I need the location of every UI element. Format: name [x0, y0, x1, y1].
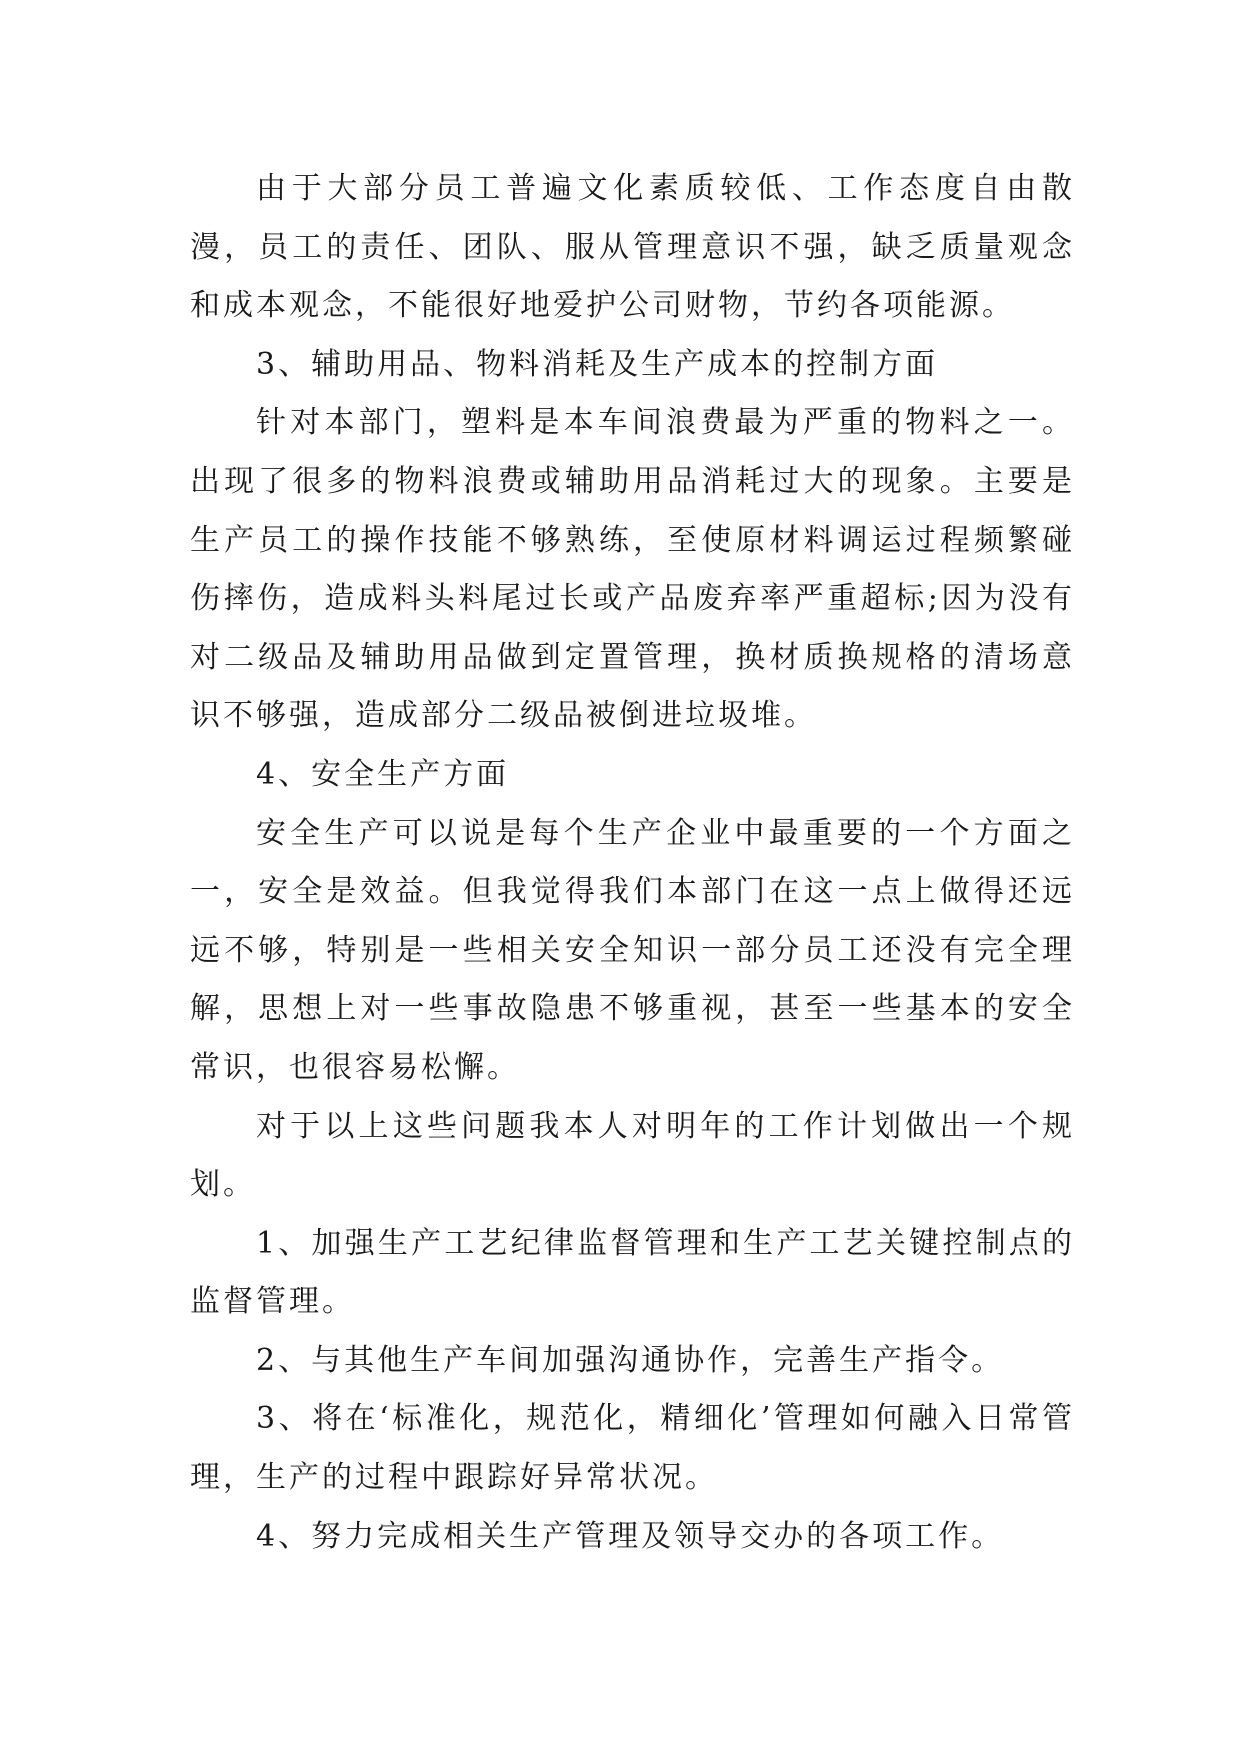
heading-safety-production: 4、安全生产方面	[256, 756, 510, 792]
paragraph-material-waste: 针对本部门，塑料是本车间浪费最为严重的物料之一。出现了很多的物料浪费或辅助用品消耗过大的现象。主要是生产员工的操作技能不够熟练，至使原材料调运过程频繁碰伤摔伤，造成料头料尾过长或产品废弃率严重超标;因为没有对二级品及辅助用品做到定置管理，换材质换规格的清场意识不够强，造成部分二级品被倒进垃圾堆。	[190, 405, 1075, 734]
document-body	[190, 160, 1075, 1566]
plan-item-3: 3、将在‘标准化，规范化，精细化’管理如何融入日常管理，生产的过程中跟踪好异常状况。	[190, 1401, 1075, 1496]
plan-item-1: 1、加强生产工艺纪律监督管理和生产工艺关键控制点的监督管理。	[190, 1225, 1075, 1320]
heading-material-cost-control: 3、辅助用品、物料消耗及生产成本的控制方面	[256, 346, 939, 382]
plan-item-2: 2、与其他生产车间加强沟通协作，完善生产指令。	[256, 1342, 1005, 1378]
paragraph-quality-issues: 由于大部分员工普遍文化素质较低、工作态度自由散漫，员工的责任、团队、服从管理意识不强，缺乏质量观念和成本观念，不能很好地爱护公司财物，节约各项能源。	[190, 171, 1075, 324]
paragraph-plan-intro: 对于以上这些问题我本人对明年的工作计划做出一个规划。	[190, 1108, 1075, 1203]
plan-item-4: 4、努力完成相关生产管理及领导交办的各项工作。	[256, 1518, 1005, 1554]
paragraph-safety: 安全生产可以说是每个生产企业中最重要的一个方面之一，安全是效益。但我觉得我们本部门在这一点上做得还远远不够，特别是一些相关安全知识一部分员工还没有完全理解，思想上对一些事故隐患不够重视，甚至一些基本的安全常识，也很容易松懈。	[190, 815, 1075, 1085]
